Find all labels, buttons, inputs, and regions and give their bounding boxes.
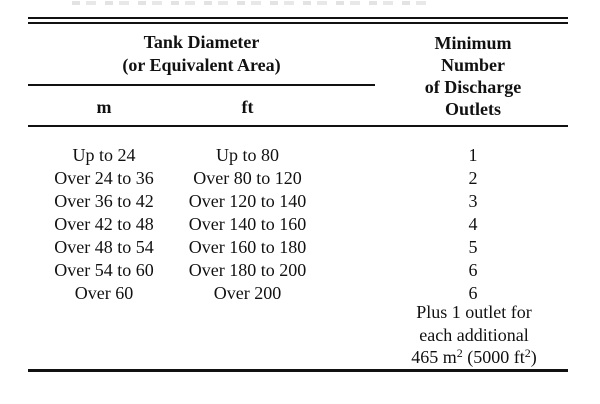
cell-m: Up to 24 bbox=[72, 145, 136, 165]
note-line: 465 $m^2$ (5000 $ft^2$) bbox=[411, 346, 537, 367]
cell-ft: Over 200 bbox=[213, 283, 282, 303]
cell-m: Over 60 bbox=[74, 283, 134, 303]
column-header-m: m bbox=[96, 97, 112, 117]
cell-outlets: 5 bbox=[468, 237, 478, 257]
additional-outlet-note bbox=[378, 301, 570, 371]
cell-outlets: 4 bbox=[468, 214, 478, 234]
superscript: 2 bbox=[456, 346, 463, 360]
cell-ft: Over 80 to 120 bbox=[193, 168, 302, 188]
cell-outlets: 6 bbox=[468, 283, 478, 303]
table-row bbox=[0, 167, 600, 190]
table-row bbox=[0, 236, 600, 259]
cell-m: Over 36 to 42 bbox=[54, 191, 154, 211]
note-line: each additional bbox=[419, 324, 529, 345]
outlets-header-line: Number bbox=[441, 55, 505, 75]
cell-ft: Up to 80 bbox=[216, 145, 279, 165]
equivalent-area-subtitle: (or Equivalent Area) bbox=[122, 55, 281, 75]
column-group-header bbox=[28, 31, 375, 77]
cropped-caption-remnant bbox=[72, 1, 432, 5]
cell-ft: Over 160 to 180 bbox=[188, 237, 307, 257]
cell-outlets: 3 bbox=[468, 191, 478, 211]
cell-ft: Over 180 to 200 bbox=[188, 260, 307, 280]
table-row bbox=[0, 144, 600, 167]
tank-diameter-title: Tank Diameter bbox=[143, 32, 260, 52]
cell-outlets: 1 bbox=[468, 145, 478, 165]
bottom-rule bbox=[28, 369, 568, 372]
top-double-rule bbox=[28, 17, 568, 24]
table-row bbox=[0, 213, 600, 236]
superscript: 2 bbox=[524, 346, 531, 360]
spanner-rule bbox=[28, 84, 375, 86]
table-row bbox=[0, 259, 600, 282]
cell-ft: Over 120 to 140 bbox=[188, 191, 307, 211]
cell-outlets: 2 bbox=[468, 168, 478, 188]
column-header-outlets bbox=[378, 32, 568, 120]
outlets-header-line: Minimum bbox=[434, 33, 512, 53]
note-line: Plus 1 outlet for bbox=[416, 302, 532, 322]
outlets-header-line: Outlets bbox=[445, 99, 501, 119]
cell-ft: Over 140 to 160 bbox=[188, 214, 307, 234]
table-body bbox=[0, 144, 600, 305]
cell-outlets: 6 bbox=[468, 260, 478, 280]
header-rule bbox=[28, 125, 568, 127]
cell-m: Over 54 to 60 bbox=[54, 260, 154, 280]
cell-m: Over 42 to 48 bbox=[54, 214, 154, 234]
cell-m: Over 24 to 36 bbox=[54, 168, 154, 188]
outlets-header-line: of Discharge bbox=[424, 77, 522, 97]
column-header-ft: ft bbox=[241, 97, 254, 117]
table-row bbox=[0, 190, 600, 213]
cell-m: Over 48 to 54 bbox=[54, 237, 154, 257]
